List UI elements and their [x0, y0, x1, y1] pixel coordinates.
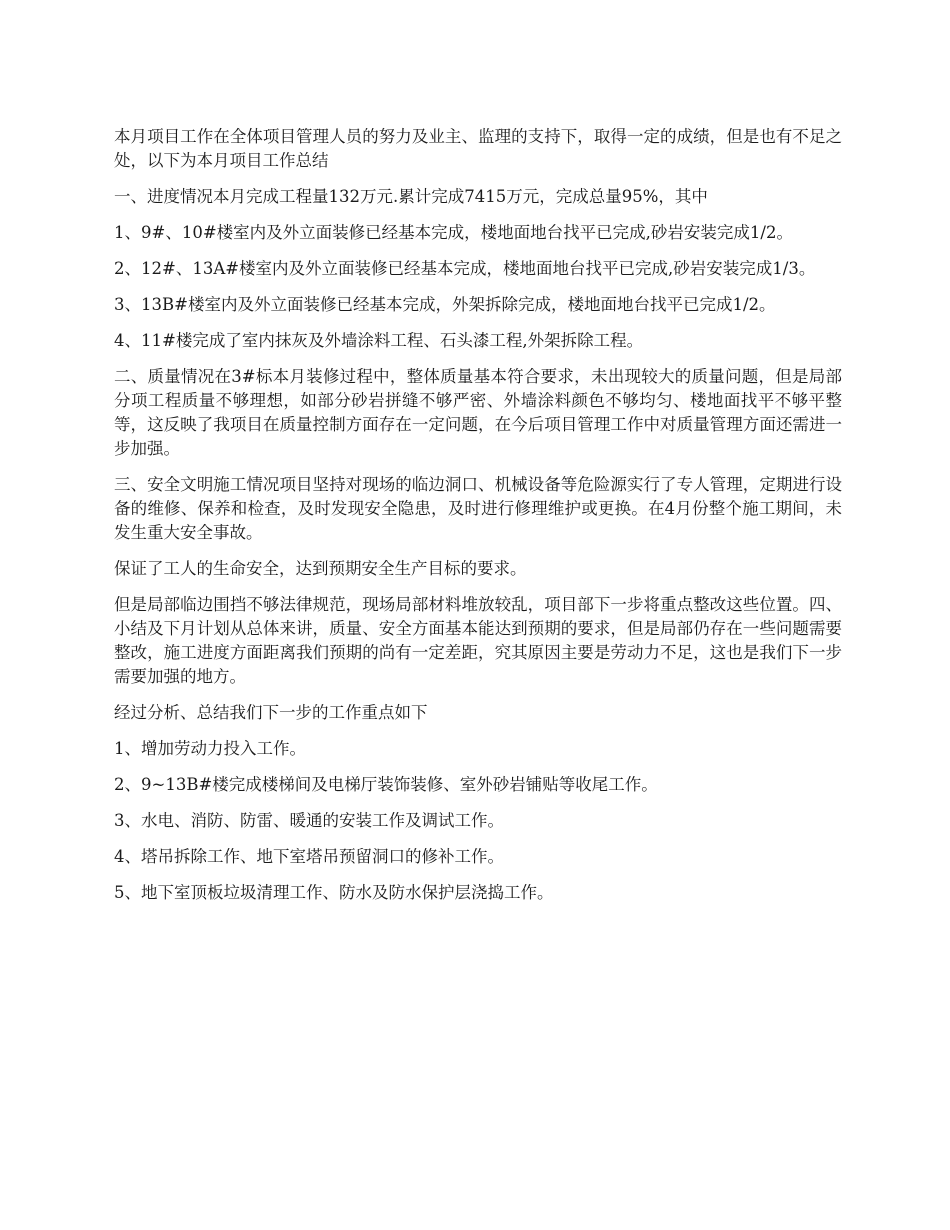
paragraph-progress-item-1: 1、9#、10#楼室内及外立面装修已经基本完成，楼地面地台找平已完成,砂岩安装完成1/2。 — [114, 223, 793, 242]
paragraph-next-step-2: 2、9~13B#楼完成楼梯间及电梯厅装饰装修、室外砂岩铺贴等收尾工作。 — [114, 775, 658, 794]
paragraph-safety: 三、安全文明施工情况项目坚持对现场的临边洞口、机械设备等危险源实行了专人管理，定期进行设备的维修、保养和检查，及时发现安全隐患，及时进行修理维护或更换。在4月份整个施工期间，未发生重大安全事故。 — [114, 475, 842, 542]
paragraph-safety-result: 保证了工人的生命安全，达到预期安全生产目标的要求。 — [114, 559, 527, 578]
paragraph-summary: 但是局部临边围挡不够法律规范，现场局部材料堆放较乱，项目部下一步将重点整改这些位置。四、小结及下月计划从总体来讲，质量、安全方面基本能达到预期的要求，但是局部仍存在一些问题需要整改，施工进度方面距离我们预期的尚有一定差距，究其原因主要是劳动力不足，这也是我们下一步需要加强的地方。 — [114, 595, 842, 686]
paragraph-progress-heading: 一、进度情况本月完成工程量132万元.累计完成7415万元，完成总量95%，其中 — [114, 187, 708, 206]
document-body — [114, 125, 842, 917]
paragraph-next-step-3: 3、水电、消防、防雷、暖通的安装工作及调试工作。 — [114, 811, 504, 830]
paragraph-next-step-5: 5、地下室顶板垃圾清理工作、防水及防水保护层浇捣工作。 — [114, 883, 554, 902]
paragraph-next-steps-heading: 经过分析、总结我们下一步的工作重点如下 — [114, 703, 428, 722]
paragraph-quality: 二、质量情况在3#标本月装修过程中，整体质量基本符合要求，未出现较大的质量问题，但是局部分项工程质量不够理想，如部分砂岩拼缝不够严密、外墙涂料颜色不够均匀、楼地面找平不够平整等，这反映了我项目在质量控制方面存在一定问题，在今后项目管理工作中对质量管理方面还需进一步加强。 — [114, 367, 842, 458]
paragraph-intro: 本月项目工作在全体项目管理人员的努力及业主、监理的支持下，取得一定的成绩，但是也有不足之处，以下为本月项目工作总结 — [114, 127, 842, 170]
paragraph-progress-item-3: 3、13B#楼室内及外立面装修已经基本完成，外架拆除完成，楼地面地台找平已完成1/2。 — [114, 295, 776, 314]
paragraph-progress-item-4: 4、11#楼完成了室内抹灰及外墙涂料工程、石头漆工程,外架拆除工程。 — [114, 331, 644, 350]
paragraph-progress-item-2: 2、12#、13A#楼室内及外立面装修已经基本完成，楼地面地台找平已完成,砂岩安装完成1/3。 — [114, 259, 816, 278]
paragraph-next-step-4: 4、塔吊拆除工作、地下室塔吊预留洞口的修补工作。 — [114, 847, 504, 866]
paragraph-next-step-1: 1、增加劳动力投入工作。 — [114, 739, 306, 758]
